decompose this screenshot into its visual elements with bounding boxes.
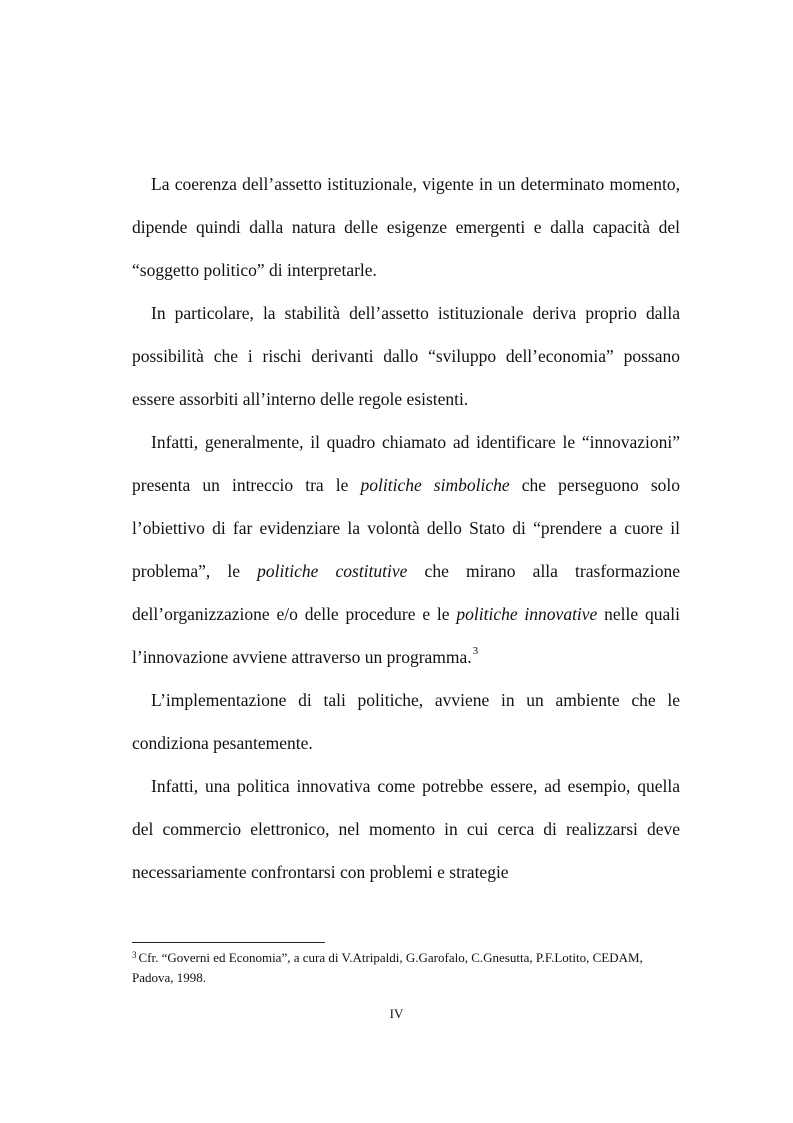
italic-term-politiche-innovative: politiche innovative bbox=[456, 604, 598, 624]
italic-term-politiche-simboliche: politiche simboliche bbox=[360, 475, 510, 495]
page-number: IV bbox=[389, 1006, 404, 1021]
paragraph-2: In particolare, la stabilità dell’assetto istituzionale deriva proprio dalla possibilità che i rischi derivanti dallo “sviluppo dell’economia” possano essere assorbiti all’interno delle regole esistenti. bbox=[132, 303, 680, 409]
paragraph-1: La coerenza dell’assetto istituzionale, vigente in un determinato momento, dipende quindi dalla natura delle esigenze emergenti e dalla capacità del “soggetto politico” di interpretarle. bbox=[132, 174, 680, 280]
paragraph-3-text-2: che perseguono solo l’obiettivo di far evidenziare la volontà dello Stato di “prendere a cuore il problema”, le bbox=[132, 475, 680, 581]
footnote-marker: 3 bbox=[132, 950, 137, 960]
paragraph-3 bbox=[132, 421, 680, 679]
paragraph-3-text-3: che mirano alla trasformazione dell’organizzazione e/o delle procedure e le bbox=[132, 561, 681, 624]
footnote-separator bbox=[132, 942, 325, 943]
paragraph-3-text-4: nelle quali l’innovazione avviene attraverso un programma. bbox=[132, 604, 680, 667]
paragraph-3-text-1: Infatti, generalmente, il quadro chiamato ad identificare le “innovazioni” presenta un intreccio tra le bbox=[132, 432, 680, 495]
footnote-reference[interactable]: 3 bbox=[472, 645, 479, 657]
footnote-text: Cfr. “Governi ed Economia”, a cura di V.Atripaldi, G.Garofalo, C.Gnesutta, P.F.Lotito, CEDAM, Padova, 1998. bbox=[132, 950, 643, 985]
paragraph-5: Infatti, una politica innovativa come potrebbe essere, ad esempio, quella del commercio elettronico, nel momento in cui cerca di realizzarsi deve necessariamente confrontarsi con problemi e strategie bbox=[132, 776, 680, 882]
italic-term-politiche-costitutive: politiche costitutive bbox=[257, 561, 408, 581]
footnote bbox=[132, 948, 680, 988]
paragraph-4: L’implementazione di tali politiche, avviene in un ambiente che le condiziona pesantemente. bbox=[132, 690, 680, 753]
body-text bbox=[132, 163, 680, 894]
